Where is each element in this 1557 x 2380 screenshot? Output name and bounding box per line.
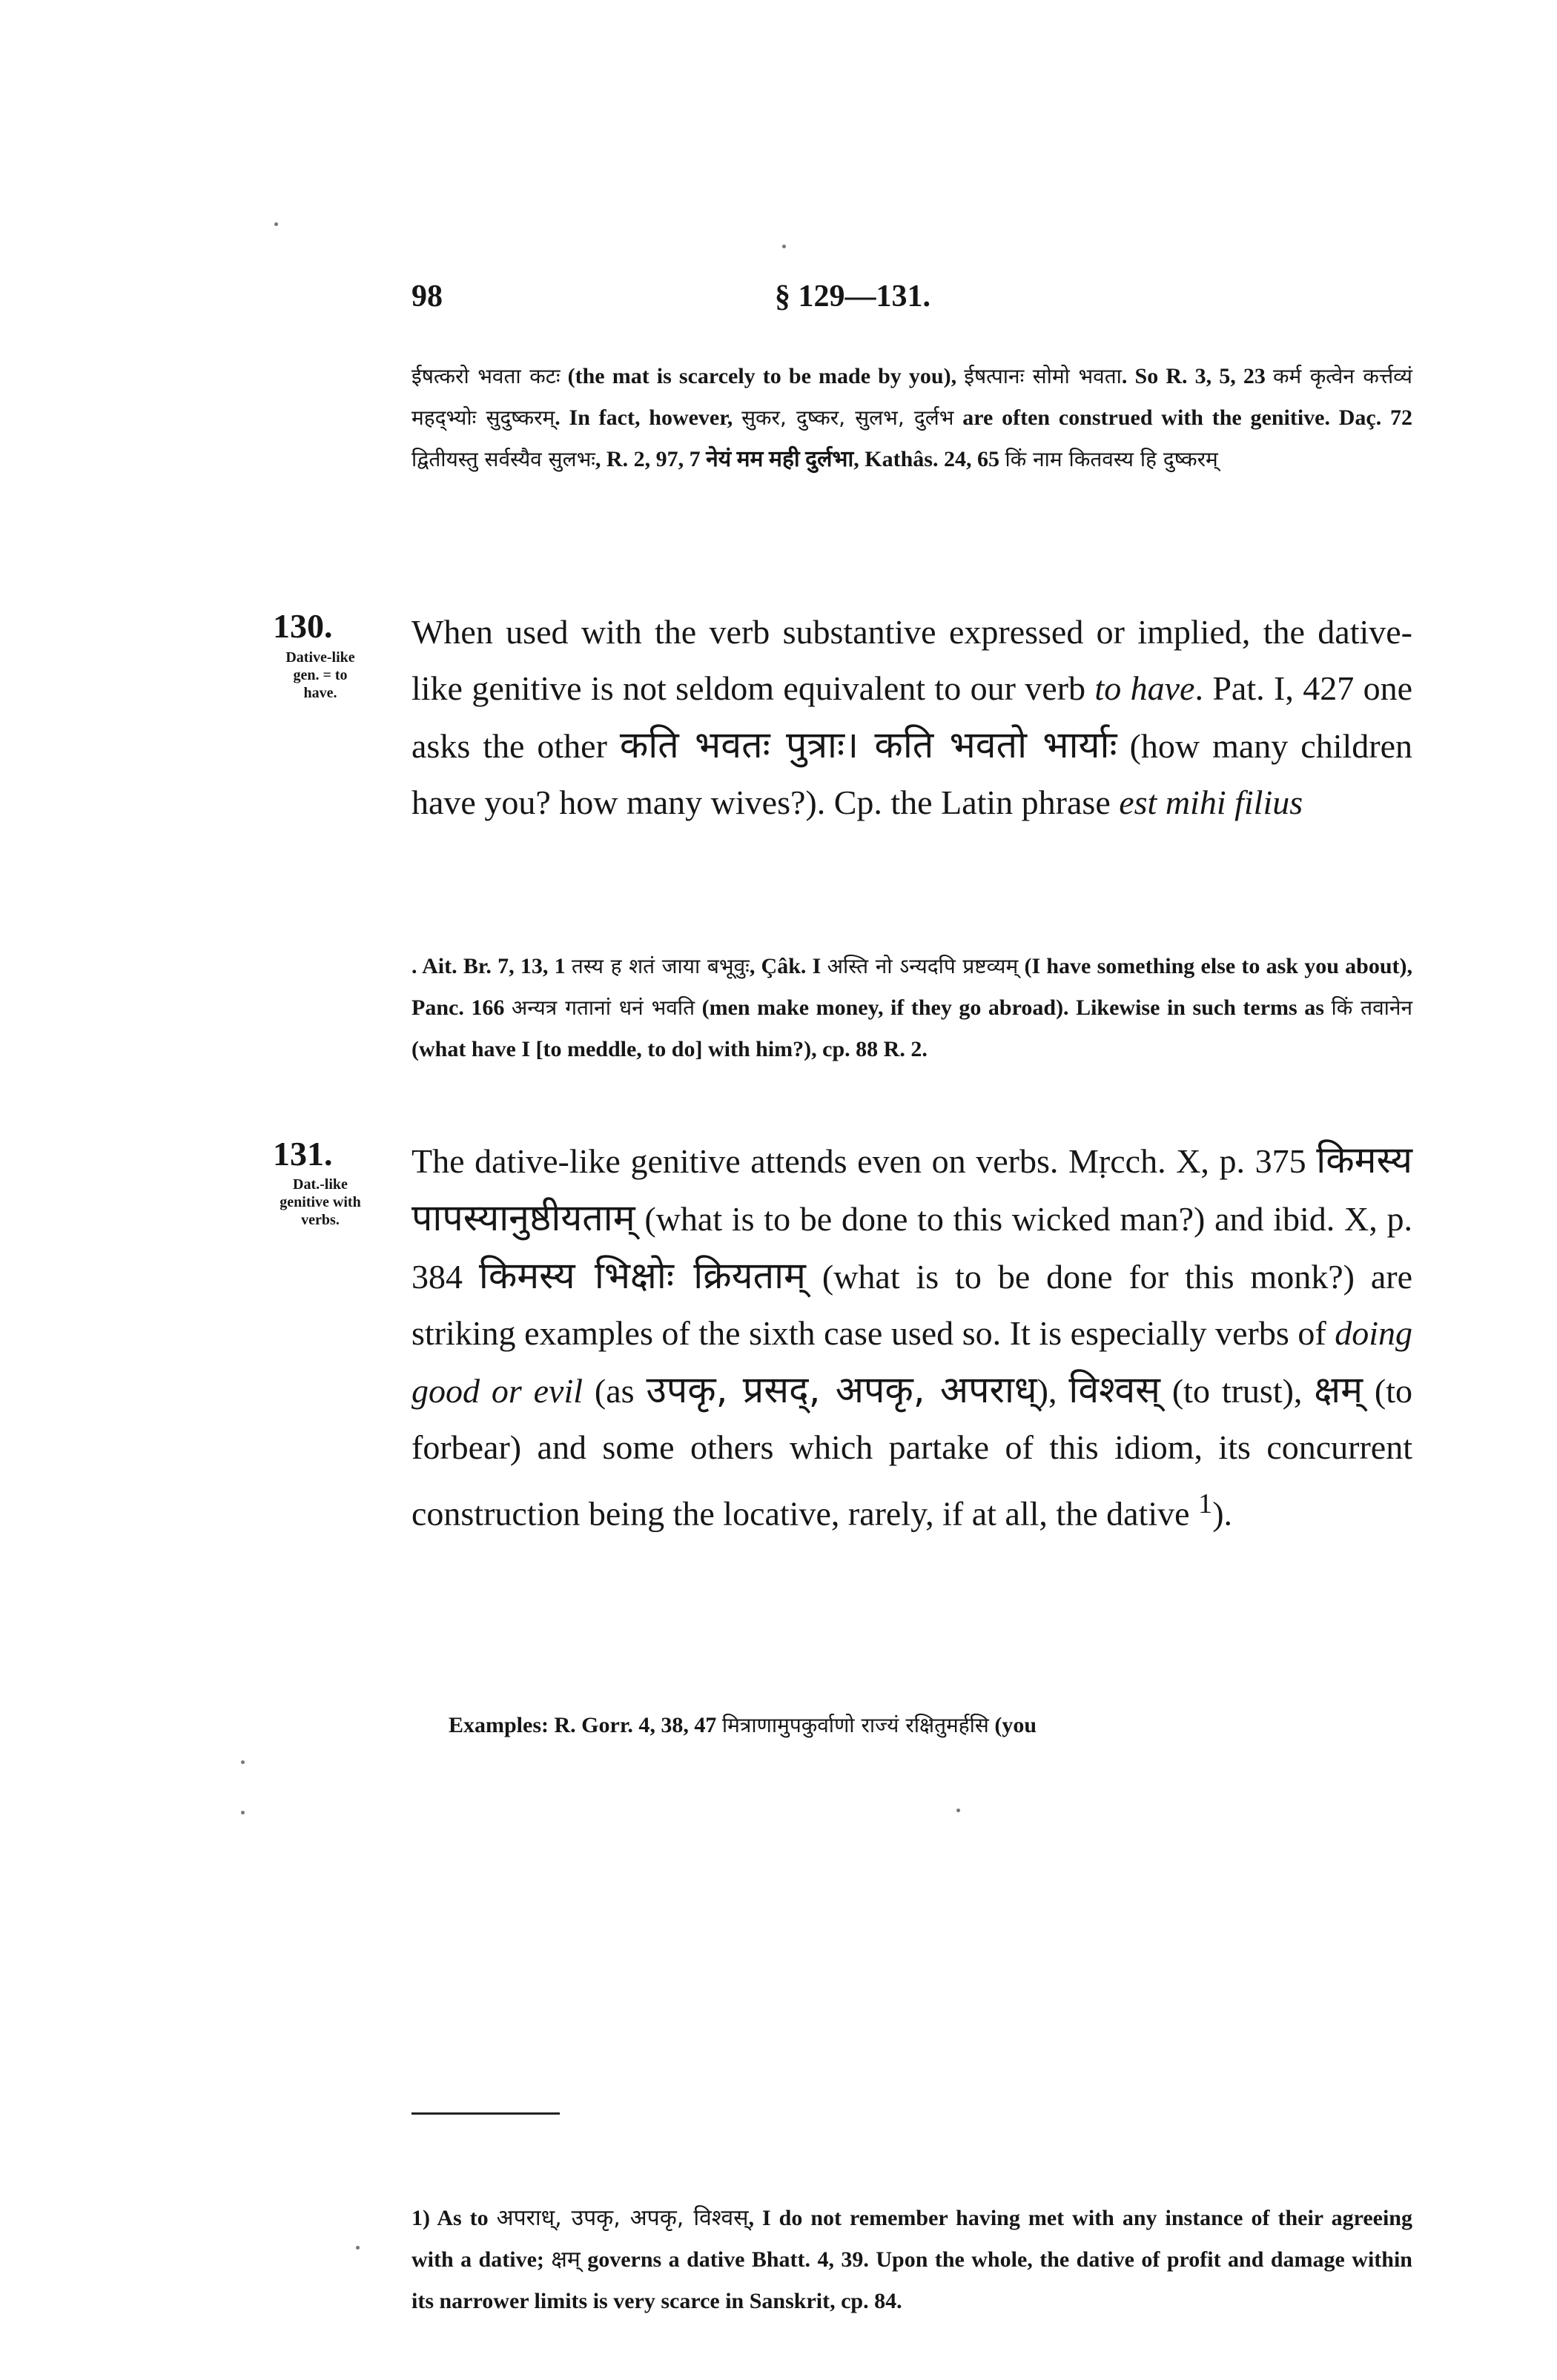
sanskrit-text: अन्यत्र गतानां धनं भवति — [511, 995, 695, 1020]
speck — [241, 1760, 245, 1764]
section-130-examples — [411, 946, 1412, 1070]
text: (I have something else to ask you about), Panc. 166 — [411, 954, 1413, 1020]
speck — [956, 1809, 960, 1812]
examples-line — [411, 1705, 1412, 1746]
latin-phrase: est mihi filius — [1119, 783, 1303, 821]
italic-text: to have — [1094, 669, 1195, 707]
speck — [241, 1811, 245, 1814]
sanskrit-text: अपराध्, उपकृ, अपकृ, विश्वस् — [496, 2205, 749, 2231]
text: 1) As to — [411, 2206, 497, 2230]
text: The dative-like genitive attends even on verbs. Mṛcch. X, p. 375 — [411, 1142, 1317, 1180]
text: governs a dative Bhatt. 4, 39. Upon the whole, the dative of profit and damage within its narrower limits is very scarce in Sanskrit, cp. 84. — [411, 2247, 1412, 2313]
sanskrit-text: कर्म कृत्वेन कर्त्तव्यं महद्भ्योः सुदुष्करम् — [411, 364, 1412, 430]
sanskrit-text: क्षम् — [551, 2247, 581, 2273]
text: , R. 2, 97, 7 नेयं मम मही दुर्लभा, Kathâs. 24, 65 — [595, 447, 1005, 471]
side-note-130: Dative-like gen. = to have. — [285, 649, 355, 701]
sanskrit-text: सुकर, दुष्कर, सुलभ, दुर्लभ — [741, 405, 954, 430]
examples-label: Examples: — [449, 1713, 549, 1737]
sanskrit-text: उपकृ, प्रसद्, अपकृ, अपराध् — [646, 1368, 1037, 1411]
sanskrit-text: मित्राणामुपकुर्वाणो राज्यं रक्षितुमर्हसि — [721, 1713, 989, 1737]
side-note-131: Dat.-like genitive with verbs. — [280, 1176, 361, 1228]
sanskrit-text: किं तवानेन — [1331, 995, 1413, 1020]
section-130-body — [411, 604, 1412, 831]
section-number-130: 130. — [273, 607, 333, 645]
section-131-body — [411, 1132, 1412, 1542]
text: (what is to be done to this wicked man?) and ibid. X, p. 384 — [411, 1200, 1412, 1296]
sanskrit-text: किमस्य पापस्यानुष्ठीयताम् — [411, 1138, 1412, 1239]
text: R. Gorr. 4, 38, 47 — [549, 1713, 722, 1737]
text: (you — [988, 1713, 1037, 1737]
text: (how many children have you? how many wives?). Cp. the Latin phrase — [411, 727, 1412, 821]
sanskrit-text: ईषत्करो भवता कटः — [411, 364, 561, 388]
speck — [356, 2246, 360, 2250]
text: (as — [583, 1372, 647, 1410]
sanskrit-text: क्षम् — [1314, 1368, 1363, 1411]
speck — [782, 245, 786, 248]
text: . Ait. Br. 7, 13, 1 — [411, 954, 572, 978]
sanskrit-text: ईषत्पानः सोमो भवता — [964, 364, 1122, 388]
text: , Çâk. I — [749, 954, 827, 978]
speck — [274, 222, 278, 226]
sanskrit-text: तस्य ह शतं जाया बभूवुः — [571, 954, 750, 978]
text: (to forbear) and some others which partake of this idiom, its concurrent construction being the locative, rarely, if at all, the dative — [411, 1372, 1413, 1533]
section-129-continuation — [411, 356, 1412, 480]
sanskrit-text: किमस्य भिक्षोः क्रियताम् — [478, 1254, 806, 1297]
text: . So R. 3, 5, 23 — [1121, 364, 1273, 388]
sanskrit-text: अस्ति नो ऽन्यदपि प्रष्टव्यम् — [827, 954, 1019, 978]
page-number: 98 — [411, 279, 443, 314]
italic-text: doing good or evil — [411, 1314, 1412, 1410]
text: When used with the verb substantive expressed or implied, the dative-like genitive is not seldom equivalent to our verb — [411, 613, 1412, 707]
text: are often construed with the genitive. Daç. 72 — [953, 405, 1413, 430]
text: (to trust), — [1160, 1372, 1315, 1410]
sanskrit-text: किं नाम कितवस्य हि दुष्करम् — [1005, 447, 1218, 471]
sanskrit-text: विश्वस् — [1068, 1368, 1160, 1411]
text: (men make money, if they go abroad). Likewise in such terms as — [695, 995, 1332, 1020]
running-header — [411, 279, 1412, 323]
text: ), — [1037, 1372, 1069, 1410]
text: . Pat. I, 427 one asks the other — [411, 669, 1413, 765]
text: ). — [1212, 1494, 1233, 1533]
section-range: § 129—131. — [775, 279, 930, 314]
text: , I do not remember having met with any instance of their agreeing with a dative; — [411, 2206, 1412, 2272]
footnote-marker: 1 — [1198, 1488, 1213, 1519]
section-number-131: 131. — [273, 1135, 333, 1173]
sanskrit-text: द्वितीयस्तु सर्वस्यैव सुलभः — [411, 447, 595, 471]
sanskrit-text: कति भवतः पुत्राः। कति भवतो भार्याः — [619, 723, 1117, 766]
text: (the mat is scarcely to be made by you), — [560, 364, 965, 388]
footnote — [411, 2198, 1412, 2322]
text: (what have I [to meddle, to do] with him?), cp. 88 R. 2. — [411, 1037, 928, 1061]
text: (what is to be done for this monk?) are striking examples of the sixth case used so. It is especially verbs of — [411, 1258, 1413, 1352]
text: . In fact, however, — [555, 405, 742, 430]
footnote-rule — [411, 2112, 560, 2115]
